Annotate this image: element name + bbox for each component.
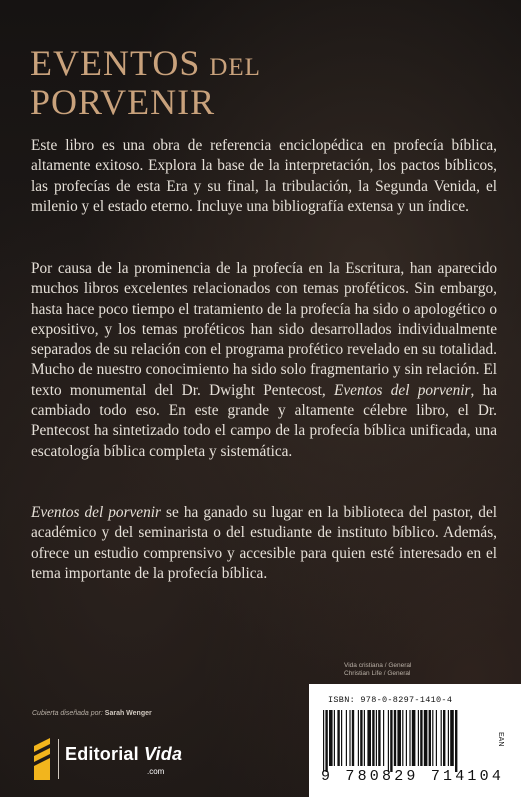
para3-text-after: se ha ganado su lugar en la biblioteca del pastor, del académico y del seminarista o del estudiante de instituto bíblico. Además, ofrece un estudio comprensivo y accesible para quien esté interesado en el tema importante de la profecía bíblica. [31, 504, 497, 582]
ean-label: EAN [497, 732, 504, 747]
para2-text-before: Por causa de la prominencia de la profecía en la Escritura, han aparecido muchos libros excelentes relacionados con temas proféticos. Sin embargo, hasta hace poco tiempo el tratamiento de la profecía ha sido o apologético o expositivo, y los temas proféticos han sido desarrollados individualmente separados de su relación con el programa profético revelado en su totalidad. Mucho de nuestro conocimiento ha sido solo fragmentario y sin relación. El texto monumental del Dr. Dwight Pentecost, [31, 260, 497, 399]
title-line-1 [30, 43, 261, 84]
barcode-icon [323, 710, 499, 772]
credit-designer-name: Sarah Wenger [104, 710, 152, 717]
book-title [30, 43, 261, 123]
para3-book-title: Eventos del porvenir [31, 504, 161, 521]
description-paragraph-3 [31, 503, 497, 584]
publisher-name-vida: Vida [144, 744, 183, 764]
title-word-eventos: EVENTOS [30, 43, 201, 84]
cover-design-credit [32, 710, 152, 717]
para2-text-after: , ha cambiado todo eso. En este grande y altamente célebre libro, el Dr. Pentecost ha sintetizado todo el campo de la profecía bíblica unificada, una escatología bíblica completa y sistemática. [31, 381, 498, 460]
publisher-divider [58, 739, 59, 779]
description-paragraph-2 [31, 259, 497, 462]
credit-label: Cubierta diseñada por: [32, 710, 103, 717]
barcode-digits: 9 780829 714104 [321, 768, 505, 785]
barcode-panel [309, 684, 521, 797]
publisher-dotcom: .com [147, 767, 165, 776]
para2-book-title: Eventos del porvenir [334, 381, 471, 399]
publisher-mark-icon [34, 738, 50, 780]
title-word-porvenir: PORVENIR [30, 82, 216, 123]
publisher-name [65, 744, 182, 765]
publisher-name-main: Editorial [65, 744, 145, 764]
category-english: Christian Life / General [344, 670, 411, 677]
description-paragraph-1: Este libro es una obra de referencia enciclopédica en profecía bíblica, altamente exitoso. Explora la base de la interpretación, los pactos bíblicos, las profecías de esta Era y su final, la tribulación, la Segunda Venida, el milenio y el estado eterno. Incluye una bibliografía extensa y un índice. [31, 137, 497, 215]
category-label [344, 662, 411, 678]
category-spanish: Vida cristiana / General [344, 662, 412, 669]
title-word-del: DEL [209, 54, 261, 82]
isbn-label: ISBN: 978-0-8297-1410-4 [328, 695, 453, 705]
